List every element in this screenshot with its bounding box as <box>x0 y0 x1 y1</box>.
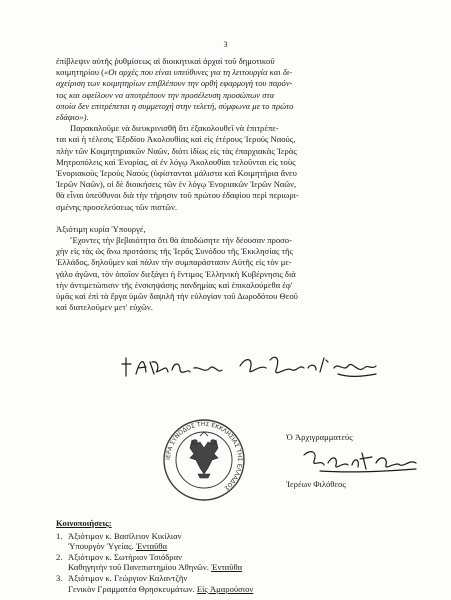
recipient-place: Εἰς Ἀμαρούσιον <box>196 583 254 594</box>
quoted-text: τος και οφείλουν να αποτρέπουν την προσέλευση προσώπων στα <box>56 89 275 100</box>
recipient-title <box>68 584 416 595</box>
text-line: θὰ εἶναι ὑπεύθυνοι διὰ τὴν τήρησιν τοῦ πρώτου ἐδαφίου περὶ περιωρι- <box>56 190 299 201</box>
text-line: Ἑλλάδος, δηλοῦμεν καὶ πάλιν τὴν συμπαράστασιν Αὐτῆς εἰς τὸν με- <box>56 257 292 268</box>
svg-text:ΙΕΡΑ ΣΥΝΟΔΟΣ ΤΗΣ ΕΚΚΛΗΣΙΑΣ ΤΗΣ: ΙΕΡΑ ΣΥΝΟΔΟΣ ΤΗΣ ΕΚΚΛΗΣΙΑΣ ΤΗΣ ΕΛΛΑΔΟΣ <box>164 420 244 492</box>
quoted-text: εδάφιο»). <box>56 112 89 123</box>
recipient-role: Καθηγητὴν τοῦ Πανεπιστημίου Ἀθηνῶν. <box>68 562 209 573</box>
item-number: 3. <box>56 572 63 583</box>
holy-synod-seal <box>162 418 246 502</box>
text-line: χὴν εἰς τὰς ὡς ἄνω προτάσεις τῆς Ἱερᾶς Συνόδου τῆς Ἐκκλησίας τῆς <box>56 246 293 257</box>
recipient-place: Ἐνταῦθα <box>211 562 243 573</box>
text-line <box>56 67 396 78</box>
text-line: Ἔχοντες τὴν βεβαιότητα ὅτι θὰ ἀποδώσητε τὴν δέουσαν προσο- <box>70 235 292 246</box>
letter-body <box>56 56 396 313</box>
recipient-title <box>68 562 416 573</box>
secretary-signature <box>300 447 420 475</box>
text-line: ἐπίβλεψιν αὐτῆς ῥυθμίσεως αἱ διοικητικαὶ ἀρχαὶ τοῦ δημοτικοῦ <box>56 56 275 66</box>
text-line: καὶ διατελοῦμεν μετ' εὐχῶν. <box>56 302 153 313</box>
list-item <box>56 573 416 594</box>
quoted-text: οποία δεν επιτρέπεται η συμμετοχή στην τελετή, σύμφωνα με το πρώτο <box>56 100 294 111</box>
text-span: κοιμητηρίου ( <box>56 67 104 78</box>
text-line: Ἐνοριακοὺς Ἱεροὺς Ναούς (ὑφίστανται μάλιστα καὶ Κοιμητήρια ἄνευ <box>56 168 297 179</box>
recipient-name: Ἀξιότιμον κ. Σωτήριον Τσιόδραν <box>68 551 182 562</box>
paragraph-gap <box>56 213 396 224</box>
page-number: 3 <box>223 40 228 49</box>
distribution-heading: Κοινοποιήσεις: <box>56 518 112 528</box>
distribution-list <box>56 518 416 594</box>
secretary-name: Ἱερέων Φιλόθεος <box>286 479 346 489</box>
text-line: πλὴν τῶν Κοιμητηριακῶν Ναῶν, διότι ἰδίως εἰς τὰς ἐπαρχιακὰς Ἱερὰς <box>56 145 297 156</box>
recipient-name: Ἀξιότιμον κ. Γεώργιον Καλαντζῆν <box>68 572 188 583</box>
quoted-text: «Οι αρχές που είναι υπεύθυνες για τη λειτουργία και δι- <box>103 67 293 78</box>
text-line: Ἱερῶν Ναῶν), οἱ δὲ διοικήσεις τῶν ἐν λόγῳ Ἐνοριακῶν Ἱερῶν Ναῶν, <box>56 179 297 190</box>
text-line: Παρακαλοῦμε νὰ διευκρινισθῆ ὅτι ἐξακολουθεῖ νὰ ἐπιτρέπε- <box>70 123 279 134</box>
text-line: τὴν ἀντιμετώπισιν τῆς ἐνσκηψάσης πανδημίας καὶ ἐπικαλούμεθα ἐφ' <box>56 279 293 290</box>
text-line: Μητροπόλεις καὶ Ἐνορίας, αἱ ἐν λόγῳ Ἀκολουθίαι τελοῦνται εἰς τοὺς <box>56 156 296 167</box>
recipient-title <box>68 541 416 552</box>
text-line: γάλο ἀγῶνα, τὸν ὁποῖον διεξάγει ἡ ἔντιμος Ἑλληνικὴ Κυβέρνησις διὰ <box>56 268 296 279</box>
text-line: σμένης προσελεύσεως τῶν πιστῶν. <box>56 201 177 212</box>
recipient-role: Γενικὸν Γραμματέα Θρησκευμάτων. <box>68 583 195 594</box>
recipient-place: Ἐνταῦθα <box>135 541 168 552</box>
text-line: ὑμᾶς καὶ ἐπὶ τὰ ἔργα ὑμῶν δαψιλῆ τὴν εὐλογίαν τοῦ Δωροδότου Θεοῦ <box>56 291 298 302</box>
text-line: ται καὶ ἡ τέλεσις Ἐξοδίου Ἀκολουθίας καὶ εἰς ἑτέρους Ἱερούς Ναούς, <box>56 134 296 145</box>
list-item <box>56 552 416 573</box>
secretary-title: Ὁ Ἀρχιγραμματεύς <box>286 432 353 442</box>
archbishop-signature <box>120 348 380 384</box>
item-number: 2. <box>56 551 63 562</box>
recipient-name: Ἀξιότιμον κ. Βασίλειον Κικίλιαν <box>68 530 182 541</box>
recipient-role: Ὑπουργὸν Ὑγείας. <box>68 541 134 552</box>
item-number: 1. <box>56 530 63 541</box>
salutation: Ἀξιότιμη κυρία Ὑπουργέ, <box>56 223 146 234</box>
list-item <box>56 531 416 552</box>
quoted-text: αχείριση των κοιμητηρίων επιβλέπουν την ορθή εφαρμογή του παρόν- <box>56 78 293 89</box>
